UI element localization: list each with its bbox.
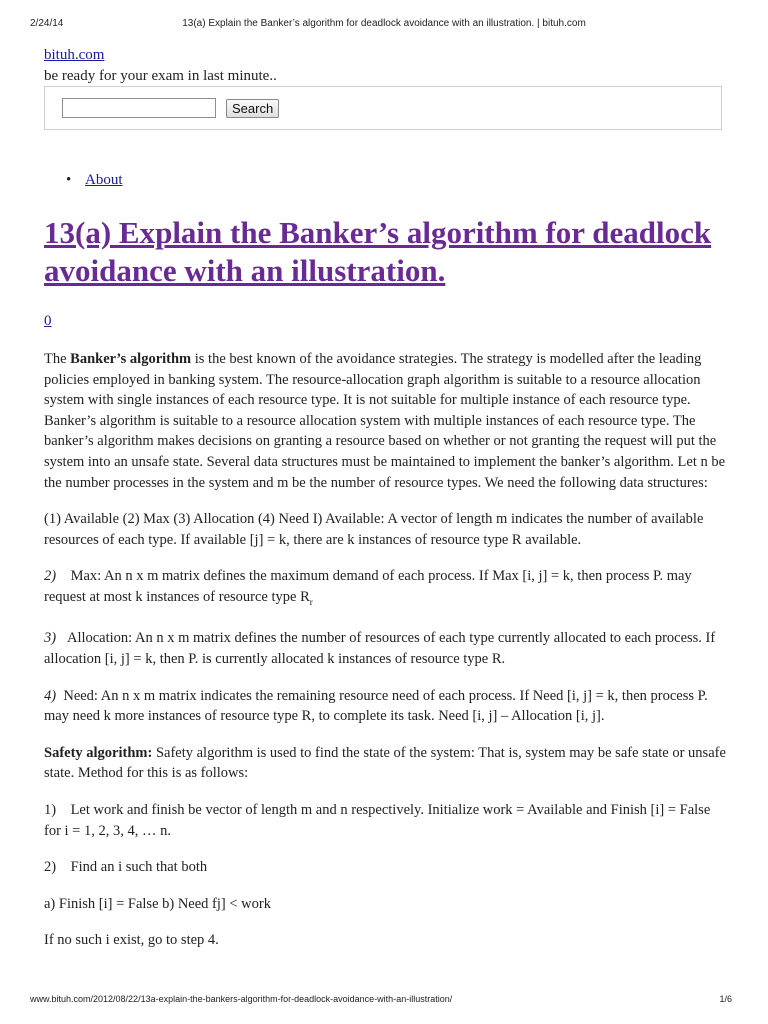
print-date: 2/24/14 xyxy=(30,18,64,29)
nav-item-about[interactable]: About xyxy=(85,172,123,188)
site-name-link[interactable]: bituh.com xyxy=(44,47,105,63)
bold-term: Banker’s algorithm xyxy=(70,351,192,367)
search-button[interactable]: Search xyxy=(226,99,279,118)
print-page-number: 1/6 xyxy=(719,994,732,1004)
paragraph-data-structures: (1) Available (2) Max (3) Allocation (4) Need I) Available: A vector of length m indicates the number of available resources of each type. If available [j] = k, there are k instances of resource type R available. xyxy=(44,511,704,548)
paragraph-step-2: 2) Find an i such that both xyxy=(44,859,208,876)
site-tagline: be ready for your exam in last minute.. xyxy=(44,68,277,84)
paragraph-intro: The Banker’s algorithm is the best known of the avoidance strategies. The strategy is modelled after the leading policies employed in banking system. The resource-allocation graph algorithm is suitable to a resource allocation system with single instances of each resource type. It is not suitable for multiple instance of each resource type. Banker’s algorithm is suitable to a resource allocation system with multiple instances of each resource type. The banker’s algorithm makes decisions on granting a resource based on whether or not granting the request will put the system into an unsafe state. Several data structures must be maintained to implement the banker’s algorithm. Let n be the number processes in the system and m be the number of resource types. We need the following data structures: xyxy=(44,351,726,491)
comments-count-link[interactable]: 0 xyxy=(44,313,52,329)
post-title[interactable]: 13(a) Explain the Banker’s algorithm for deadlock avoidance with an illustration. xyxy=(44,215,712,288)
search-input[interactable] xyxy=(62,98,216,118)
print-page-title: 13(a) Explain the Banker’s algorithm for deadlock avoidance with an illustration. | bituh.com xyxy=(182,18,586,29)
post-content xyxy=(44,349,728,967)
search-form xyxy=(44,86,722,130)
bold-term: Safety algorithm: xyxy=(44,744,153,761)
paragraph-step-1: 1) Let work and finish be vector of length m and n respectively. Initialize work = Available and Finish [i] = False for i = 1, 2, 3, 4, … n. xyxy=(44,801,714,839)
paragraph-need: 4) Need: An n x m matrix indicates the remaining resource need of each process. If Need [i, j] = k, then process P. may need k more instances of resource type R, to complete its task. Need [i, j] – Allocation [i, j]. xyxy=(44,687,708,725)
paragraph-condition: a) Finish [i] = False b) Need fj] < work xyxy=(44,895,271,912)
print-url: www.bituh.com/2012/08/22/13a-explain-the-bankers-algorithm-for-deadlock-avoidance-with-an-illustration/ xyxy=(30,994,453,1004)
paragraph-step-goto: If no such i exist, go to step 4. xyxy=(44,932,219,949)
bullet-icon: • xyxy=(66,172,72,188)
paragraph-max: 2) Max: An n x m matrix defines the maximum demand of each process. If Max [i, j] = k, then process P. may request at most k instances of resource type $R_r$ xyxy=(44,568,692,607)
paragraph-allocation: 3) Allocation: An n x m matrix defines the number of resources of each type currently allocated to each process. If allocation [i, j] = k, then P. is currently allocated k instances of resource type R. xyxy=(44,630,716,668)
paragraph-safety: Safety algorithm: Safety algorithm is used to find the state of the system: That is, system may be safe state or unsafe state. Method for this is as follows: xyxy=(44,744,726,782)
